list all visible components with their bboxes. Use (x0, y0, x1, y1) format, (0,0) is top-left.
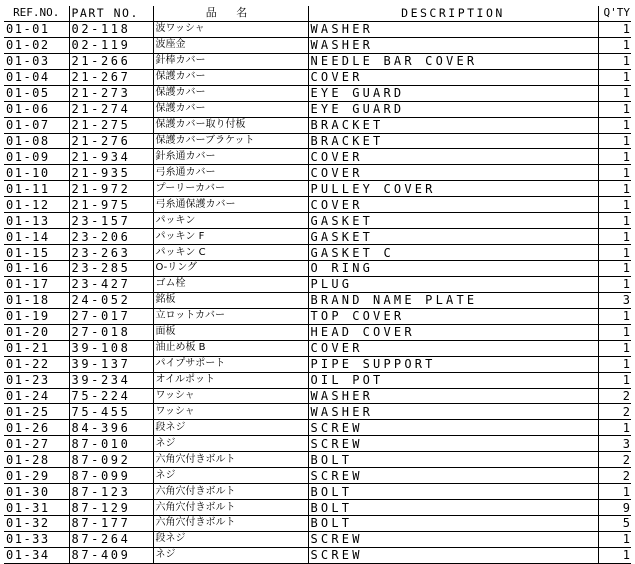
cell-ref-no: 01-08 (4, 133, 69, 149)
cell-ref-no: 01-07 (4, 117, 69, 133)
cell-ref-no: 01-13 (4, 213, 69, 229)
cell-description: COVER (308, 197, 598, 213)
cell-part-no: 21-274 (69, 101, 153, 117)
cell-description: SCREW (308, 436, 598, 452)
cell-japanese-name: 針糸通カバー (153, 149, 308, 165)
cell-ref-no: 01-17 (4, 276, 69, 292)
cell-ref-no: 01-21 (4, 340, 69, 356)
cell-quantity: 1 (598, 261, 631, 277)
cell-quantity: 1 (598, 117, 631, 133)
cell-description: WASHER (308, 388, 598, 404)
cell-quantity: 1 (598, 372, 631, 388)
cell-quantity: 1 (598, 21, 631, 37)
cell-quantity: 3 (598, 292, 631, 308)
cell-ref-no: 01-29 (4, 468, 69, 484)
cell-description: COVER (308, 165, 598, 181)
cell-japanese-name: パイプサポート (153, 356, 308, 372)
table-row (4, 531, 631, 547)
cell-japanese-name: 波ワッシャ (153, 21, 308, 37)
cell-quantity: 2 (598, 404, 631, 420)
cell-japanese-name: ネジ (153, 436, 308, 452)
table-row (4, 276, 631, 292)
cell-part-no: 23-157 (69, 213, 153, 229)
table-row (4, 101, 631, 117)
table-row (4, 165, 631, 181)
cell-japanese-name: オイルポット (153, 372, 308, 388)
cell-description: BOLT (308, 484, 598, 500)
cell-quantity: 1 (598, 149, 631, 165)
cell-japanese-name: 弓糸通保護カバー (153, 197, 308, 213)
cell-description: HEAD COVER (308, 324, 598, 340)
cell-ref-no: 01-27 (4, 436, 69, 452)
cell-japanese-name: パッキン F (153, 229, 308, 245)
cell-part-no: 02-119 (69, 37, 153, 53)
table-row (4, 388, 631, 404)
cell-description: BRACKET (308, 117, 598, 133)
table-row (4, 436, 631, 452)
cell-quantity: 1 (598, 69, 631, 85)
cell-japanese-name: ワッシャ (153, 388, 308, 404)
table-row (4, 356, 631, 372)
cell-ref-no: 01-09 (4, 149, 69, 165)
header-japanese-name: 品 名 (153, 6, 308, 21)
cell-quantity: 1 (598, 53, 631, 69)
cell-quantity: 1 (598, 213, 631, 229)
cell-quantity: 1 (598, 85, 631, 101)
cell-japanese-name: ネジ (153, 468, 308, 484)
cell-ref-no: 01-24 (4, 388, 69, 404)
table-row (4, 133, 631, 149)
cell-ref-no: 01-22 (4, 356, 69, 372)
table-row (4, 69, 631, 85)
table-row (4, 292, 631, 308)
cell-description: GASKET (308, 213, 598, 229)
cell-quantity: 1 (598, 420, 631, 436)
cell-part-no: 23-285 (69, 261, 153, 277)
table-row (4, 21, 631, 37)
cell-part-no: 21-275 (69, 117, 153, 133)
cell-description: BRAND NAME PLATE (308, 292, 598, 308)
cell-quantity: 1 (598, 340, 631, 356)
cell-quantity: 1 (598, 245, 631, 261)
table-row (4, 197, 631, 213)
cell-japanese-name: 立ロットカバー (153, 308, 308, 324)
header-ref-no: REF.NO. (4, 6, 69, 21)
cell-japanese-name: 面板 (153, 324, 308, 340)
table-row (4, 213, 631, 229)
cell-description: PLUG (308, 276, 598, 292)
cell-description: COVER (308, 69, 598, 85)
cell-ref-no: 01-16 (4, 261, 69, 277)
cell-ref-no: 01-23 (4, 372, 69, 388)
cell-quantity: 1 (598, 165, 631, 181)
cell-japanese-name: O-リング (153, 261, 308, 277)
cell-quantity: 1 (598, 484, 631, 500)
cell-part-no: 23-206 (69, 229, 153, 245)
cell-quantity: 1 (598, 531, 631, 547)
header-quantity: Q'TY (598, 6, 631, 21)
cell-japanese-name: ワッシャ (153, 404, 308, 420)
cell-part-no: 21-273 (69, 85, 153, 101)
table-row (4, 468, 631, 484)
table-row (4, 37, 631, 53)
cell-japanese-name: パッキン (153, 213, 308, 229)
cell-part-no: 24-052 (69, 292, 153, 308)
cell-quantity: 1 (598, 547, 631, 563)
cell-ref-no: 01-01 (4, 21, 69, 37)
cell-description: SCREW (308, 468, 598, 484)
table-row (4, 484, 631, 500)
cell-japanese-name: 六角穴付きボルト (153, 516, 308, 532)
cell-quantity: 1 (598, 356, 631, 372)
cell-quantity: 3 (598, 436, 631, 452)
table-row (4, 53, 631, 69)
cell-description: WASHER (308, 21, 598, 37)
table-row (4, 547, 631, 563)
cell-description: EYE GUARD (308, 85, 598, 101)
cell-ref-no: 01-05 (4, 85, 69, 101)
table-row (4, 117, 631, 133)
parts-list-sheet (4, 6, 631, 564)
cell-part-no: 87-092 (69, 452, 153, 468)
cell-japanese-name: 保護カバー (153, 69, 308, 85)
cell-ref-no: 01-11 (4, 181, 69, 197)
cell-part-no: 21-266 (69, 53, 153, 69)
cell-part-no: 87-409 (69, 547, 153, 563)
cell-japanese-name: 六角穴付きボルト (153, 452, 308, 468)
cell-japanese-name: 段ネジ (153, 531, 308, 547)
table-row (4, 229, 631, 245)
table-row (4, 85, 631, 101)
cell-quantity: 1 (598, 276, 631, 292)
cell-ref-no: 01-20 (4, 324, 69, 340)
header-description: DESCRIPTION (308, 6, 598, 21)
cell-ref-no: 01-04 (4, 69, 69, 85)
cell-part-no: 23-263 (69, 245, 153, 261)
cell-ref-no: 01-03 (4, 53, 69, 69)
cell-description: SCREW (308, 531, 598, 547)
table-row (4, 308, 631, 324)
cell-description: BRACKET (308, 133, 598, 149)
cell-description: O RING (308, 261, 598, 277)
cell-part-no: 21-934 (69, 149, 153, 165)
cell-ref-no: 01-06 (4, 101, 69, 117)
cell-ref-no: 01-30 (4, 484, 69, 500)
cell-ref-no: 01-14 (4, 229, 69, 245)
cell-japanese-name: 保護カバー (153, 101, 308, 117)
cell-part-no: 21-935 (69, 165, 153, 181)
cell-description: TOP COVER (308, 308, 598, 324)
table-row (4, 516, 631, 532)
cell-part-no: 87-123 (69, 484, 153, 500)
cell-japanese-name: 針棒カバー (153, 53, 308, 69)
cell-ref-no: 01-32 (4, 516, 69, 532)
cell-description: COVER (308, 149, 598, 165)
cell-description: BOLT (308, 452, 598, 468)
cell-description: GASKET C (308, 245, 598, 261)
table-row (4, 181, 631, 197)
cell-ref-no: 01-19 (4, 308, 69, 324)
cell-description: OIL POT (308, 372, 598, 388)
cell-description: EYE GUARD (308, 101, 598, 117)
cell-part-no: 75-224 (69, 388, 153, 404)
cell-description: SCREW (308, 420, 598, 436)
cell-part-no: 21-975 (69, 197, 153, 213)
cell-quantity: 1 (598, 197, 631, 213)
cell-japanese-name: ゴム栓 (153, 276, 308, 292)
cell-quantity: 1 (598, 324, 631, 340)
cell-part-no: 27-017 (69, 308, 153, 324)
cell-part-no: 87-264 (69, 531, 153, 547)
cell-japanese-name: 保護カバー (153, 85, 308, 101)
cell-part-no: 87-177 (69, 516, 153, 532)
cell-japanese-name: 波座金 (153, 37, 308, 53)
cell-part-no: 87-099 (69, 468, 153, 484)
cell-description: PULLEY COVER (308, 181, 598, 197)
cell-part-no: 39-137 (69, 356, 153, 372)
cell-description: PIPE SUPPORT (308, 356, 598, 372)
cell-japanese-name: ネジ (153, 547, 308, 563)
table-row (4, 261, 631, 277)
table-row (4, 420, 631, 436)
cell-description: BOLT (308, 516, 598, 532)
cell-description: BOLT (308, 500, 598, 516)
cell-japanese-name: 保護カバーブラケット (153, 133, 308, 149)
cell-quantity: 1 (598, 181, 631, 197)
cell-japanese-name: 弓糸通カバー (153, 165, 308, 181)
parts-table-header (4, 6, 631, 21)
cell-ref-no: 01-18 (4, 292, 69, 308)
cell-description: GASKET (308, 229, 598, 245)
cell-part-no: 39-108 (69, 340, 153, 356)
cell-japanese-name: 六角穴付きボルト (153, 484, 308, 500)
cell-part-no: 75-455 (69, 404, 153, 420)
cell-description: NEEDLE BAR COVER (308, 53, 598, 69)
cell-japanese-name: プーリーカバー (153, 181, 308, 197)
cell-ref-no: 01-02 (4, 37, 69, 53)
cell-part-no: 21-267 (69, 69, 153, 85)
cell-ref-no: 01-28 (4, 452, 69, 468)
table-row (4, 500, 631, 516)
cell-part-no: 02-118 (69, 21, 153, 37)
cell-quantity: 2 (598, 388, 631, 404)
cell-japanese-name: 六角穴付きボルト (153, 500, 308, 516)
table-row (4, 340, 631, 356)
cell-ref-no: 01-12 (4, 197, 69, 213)
header-part-no: PART NO. (69, 6, 153, 21)
cell-part-no: 84-396 (69, 420, 153, 436)
cell-quantity: 2 (598, 452, 631, 468)
cell-ref-no: 01-34 (4, 547, 69, 563)
table-row (4, 404, 631, 420)
cell-quantity: 5 (598, 516, 631, 532)
cell-quantity: 1 (598, 308, 631, 324)
cell-part-no: 87-010 (69, 436, 153, 452)
header-row (4, 6, 631, 21)
table-row (4, 324, 631, 340)
cell-quantity: 9 (598, 500, 631, 516)
cell-japanese-name: 銘板 (153, 292, 308, 308)
cell-part-no: 21-276 (69, 133, 153, 149)
table-row (4, 452, 631, 468)
cell-part-no: 87-129 (69, 500, 153, 516)
cell-ref-no: 01-25 (4, 404, 69, 420)
cell-japanese-name: パッキン C (153, 245, 308, 261)
cell-quantity: 2 (598, 468, 631, 484)
cell-ref-no: 01-33 (4, 531, 69, 547)
cell-part-no: 23-427 (69, 276, 153, 292)
cell-japanese-name: 段ネジ (153, 420, 308, 436)
cell-description: WASHER (308, 404, 598, 420)
cell-quantity: 1 (598, 101, 631, 117)
cell-ref-no: 01-10 (4, 165, 69, 181)
cell-ref-no: 01-31 (4, 500, 69, 516)
cell-part-no: 21-972 (69, 181, 153, 197)
cell-ref-no: 01-15 (4, 245, 69, 261)
cell-quantity: 1 (598, 133, 631, 149)
table-row (4, 245, 631, 261)
cell-description: COVER (308, 340, 598, 356)
cell-quantity: 1 (598, 229, 631, 245)
table-row (4, 149, 631, 165)
cell-japanese-name: 油止め板 B (153, 340, 308, 356)
cell-description: WASHER (308, 37, 598, 53)
cell-japanese-name: 保護カバー取り付板 (153, 117, 308, 133)
cell-ref-no: 01-26 (4, 420, 69, 436)
cell-part-no: 39-234 (69, 372, 153, 388)
cell-description: SCREW (308, 547, 598, 563)
cell-part-no: 27-018 (69, 324, 153, 340)
table-row (4, 372, 631, 388)
parts-table-body (4, 21, 631, 563)
parts-table (4, 6, 631, 564)
cell-quantity: 1 (598, 37, 631, 53)
